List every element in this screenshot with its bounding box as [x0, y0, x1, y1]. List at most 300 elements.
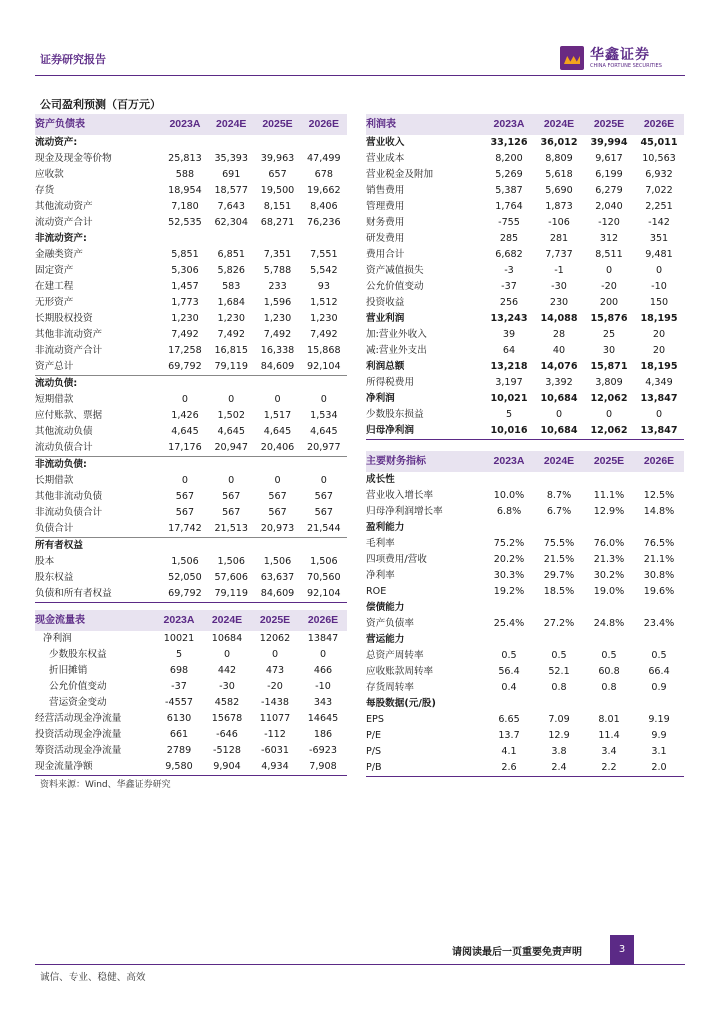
row-value: 18,954 — [168, 185, 202, 196]
row-value: 6,851 — [217, 249, 245, 260]
table-title: 主要财务指标 — [366, 451, 484, 472]
row-value: 18,577 — [214, 185, 249, 196]
row-value — [301, 135, 347, 151]
row-value: 567 — [222, 507, 241, 518]
row-value: 661 — [169, 729, 189, 740]
table-row — [366, 215, 684, 231]
row-value: 57,606 — [214, 572, 249, 583]
row-value: 13,847 — [634, 423, 684, 440]
row-label: 固定资产 — [35, 265, 74, 276]
row-value: 13847 — [307, 633, 339, 644]
table-row — [366, 744, 684, 760]
row-label: 财务费用 — [366, 217, 405, 228]
table-title: 现金流量表 — [35, 610, 155, 631]
table-row — [366, 600, 684, 616]
row-value: 47,499 — [307, 153, 341, 164]
row-value: 0.5 — [551, 650, 567, 661]
table-row — [35, 505, 347, 521]
row-label: 负债合计 — [35, 523, 74, 534]
table-row — [35, 263, 347, 279]
row-label: 净利率 — [366, 570, 395, 581]
company-logo — [560, 44, 682, 74]
row-value: 2789 — [166, 745, 192, 756]
row-value: 9,481 — [645, 249, 673, 260]
row-label: 流动资产: — [35, 137, 78, 148]
row-label: 应收账款周转率 — [366, 666, 434, 677]
row-label: 无形资产 — [35, 297, 74, 308]
row-value: 12,062 — [584, 423, 634, 440]
row-value: 75.5% — [543, 538, 575, 549]
table-header-row — [35, 114, 347, 135]
row-value: 0 — [181, 394, 188, 405]
row-value: 8,511 — [595, 249, 623, 260]
table-row — [35, 376, 347, 393]
row-value: 0 — [605, 265, 613, 276]
row-value: 4,645 — [310, 426, 338, 437]
table-row — [35, 586, 347, 603]
row-value: 16,815 — [214, 345, 249, 356]
row-value: 20,977 — [307, 442, 341, 453]
row-value: 29.7% — [543, 570, 575, 581]
row-value: 6.65 — [498, 714, 520, 725]
row-label: 净利润 — [43, 633, 72, 644]
row-value: -646 — [216, 729, 238, 740]
row-value: 28 — [552, 329, 566, 340]
table-row — [35, 743, 347, 759]
row-value: 20 — [652, 329, 666, 340]
row-value: 678 — [314, 169, 333, 180]
row-value: 52.1 — [548, 666, 570, 677]
row-value: 30.3% — [493, 570, 525, 581]
year-header: 2025E — [584, 451, 634, 472]
row-value: 17,742 — [168, 523, 202, 534]
row-value: 27.2% — [543, 618, 575, 629]
table-row — [35, 424, 347, 440]
row-value — [162, 231, 208, 247]
year-header: 2026E — [301, 114, 347, 135]
year-header: 2023A — [484, 114, 534, 135]
row-label: 管理费用 — [366, 201, 405, 212]
row-value: 20.2% — [493, 554, 525, 565]
row-label: 盈利能力 — [366, 522, 405, 533]
row-value: 1,684 — [217, 297, 245, 308]
row-value: 8,809 — [545, 153, 573, 164]
row-value: 17,176 — [168, 442, 202, 453]
row-value: 567 — [175, 507, 195, 518]
row-value: 76.5% — [643, 538, 675, 549]
row-value: 21.5% — [543, 554, 575, 565]
table-row — [35, 727, 347, 743]
row-value: 39 — [502, 329, 516, 340]
row-label: 负债和所有者权益 — [35, 586, 162, 603]
row-value: 52,050 — [168, 572, 202, 583]
year-header: 2024E — [534, 114, 584, 135]
row-value: 69,792 — [162, 586, 208, 603]
row-value: 19,500 — [260, 185, 295, 196]
row-value: 0 — [274, 394, 281, 405]
row-value: 17,258 — [168, 345, 202, 356]
row-value: -5128 — [213, 745, 241, 756]
row-value: 4,934 — [251, 759, 299, 776]
row-value: -106 — [548, 217, 570, 228]
row-value: 466 — [313, 665, 333, 676]
row-value: -30 — [551, 281, 567, 292]
table-row — [366, 343, 684, 359]
year-header: 2026E — [634, 114, 684, 135]
row-value: 14,088 — [540, 313, 578, 324]
row-value: 1,506 — [263, 556, 292, 567]
row-value: -1 — [554, 265, 564, 276]
row-value: 10.0% — [493, 490, 525, 501]
row-value — [584, 520, 634, 536]
row-value: 285 — [499, 233, 519, 244]
table-row — [366, 552, 684, 568]
row-label: ROE — [366, 586, 387, 597]
table-row — [35, 759, 347, 776]
table-row — [366, 696, 684, 712]
row-value: 7,492 — [263, 329, 292, 340]
row-value: 25 — [602, 329, 616, 340]
row-label: 毛利率 — [366, 538, 395, 549]
table-row — [35, 392, 347, 408]
table-row — [366, 167, 684, 183]
row-value: 1,230 — [171, 313, 199, 324]
table-row — [366, 391, 684, 407]
row-value: 0.8 — [551, 682, 567, 693]
row-value — [484, 632, 534, 648]
row-value: 0 — [181, 475, 188, 486]
row-value: -755 — [498, 217, 520, 228]
row-value: -120 — [598, 217, 620, 228]
year-header: 2023A — [162, 114, 208, 135]
row-value: 1,230 — [310, 313, 338, 324]
row-label: 加:营业外收入 — [366, 329, 427, 340]
row-value: 14.8% — [643, 506, 675, 517]
row-value — [208, 457, 254, 474]
year-header: 2026E — [634, 451, 684, 472]
row-value: 13.7 — [498, 730, 520, 741]
row-value: 567 — [222, 491, 241, 502]
table-row — [35, 631, 347, 647]
row-value: -1438 — [261, 697, 289, 708]
row-value: 351 — [649, 233, 669, 244]
table-row — [35, 247, 347, 263]
row-value: 18.5% — [543, 586, 575, 597]
row-value: 14645 — [307, 713, 339, 724]
row-value: 3.1 — [651, 746, 667, 757]
table-row — [366, 151, 684, 167]
row-value: 5,542 — [310, 265, 338, 276]
table-row — [366, 504, 684, 520]
table-row — [35, 279, 347, 295]
row-value: 11.4 — [598, 730, 620, 741]
table-row — [366, 263, 684, 279]
row-value: 8,151 — [263, 201, 292, 212]
table-row — [35, 473, 347, 489]
row-value: 25,813 — [168, 153, 202, 164]
row-value: 2.6 — [484, 760, 534, 777]
row-label: P/S — [366, 746, 382, 757]
row-value: 19,662 — [307, 185, 341, 196]
row-value: 186 — [313, 729, 333, 740]
row-label: 其他流动资产 — [35, 201, 93, 212]
table-row — [366, 584, 684, 600]
table-row — [35, 457, 347, 474]
year-header: 2025E — [251, 610, 299, 631]
row-label: 其他流动负债 — [35, 426, 93, 437]
table-row — [366, 536, 684, 552]
row-label: 现金流量净额 — [35, 759, 155, 776]
row-value: 230 — [549, 297, 569, 308]
key-ratios-table — [366, 451, 684, 777]
row-value — [208, 376, 254, 393]
row-value — [584, 632, 634, 648]
row-value — [634, 632, 684, 648]
row-value — [208, 538, 254, 555]
row-value: 20 — [652, 345, 666, 356]
table-row — [35, 295, 347, 311]
row-label: 股本 — [35, 556, 55, 567]
row-value: 0.5 — [501, 650, 517, 661]
row-value — [254, 135, 300, 151]
row-value: 18,195 — [640, 361, 678, 372]
row-value: 4,645 — [263, 426, 292, 437]
row-value: 5,618 — [545, 169, 573, 180]
table-row — [366, 375, 684, 391]
row-value: 343 — [313, 697, 333, 708]
row-value: -3 — [504, 265, 514, 276]
year-header: 2025E — [584, 114, 634, 135]
table-row — [366, 520, 684, 536]
row-value: 256 — [499, 297, 519, 308]
row-value: 35,393 — [214, 153, 249, 164]
table-row — [35, 231, 347, 247]
table-row — [35, 440, 347, 457]
row-value: 657 — [268, 169, 287, 180]
row-label: 偿债能力 — [366, 602, 405, 613]
row-label: 在建工程 — [35, 281, 74, 292]
row-value: 6130 — [166, 713, 192, 724]
row-label: 资产负债率 — [366, 618, 414, 629]
row-value: 3,809 — [595, 377, 623, 388]
table-row — [366, 327, 684, 343]
row-label: 投资活动现金净流量 — [35, 729, 122, 740]
row-label: 股东权益 — [35, 572, 74, 583]
row-label: 净利润 — [366, 393, 395, 404]
row-label: 营业利润 — [366, 313, 405, 324]
row-value: -10 — [315, 681, 331, 692]
row-value: 1,230 — [217, 313, 245, 324]
row-value: 5 — [505, 409, 513, 420]
table-header-row — [366, 114, 684, 135]
row-value: 473 — [265, 665, 285, 676]
row-value: 68,271 — [260, 217, 295, 228]
row-value: 40 — [552, 345, 566, 356]
table-row — [366, 664, 684, 680]
row-value: 6.8% — [496, 506, 522, 517]
row-value: 0 — [655, 409, 663, 420]
row-value: 12.5% — [643, 490, 675, 501]
row-value: 10684 — [211, 633, 243, 644]
table-row — [35, 538, 347, 555]
row-label: 短期借款 — [35, 394, 74, 405]
row-value: 79,119 — [214, 361, 249, 372]
table-row — [35, 711, 347, 727]
row-label: 存货 — [35, 185, 55, 196]
row-value: 21.3% — [593, 554, 625, 565]
row-label: 研发费用 — [366, 233, 405, 244]
row-value: 92,104 — [301, 586, 347, 603]
row-value: 233 — [268, 281, 287, 292]
row-value: 12,062 — [590, 393, 628, 404]
row-value: 76.0% — [593, 538, 625, 549]
table-row — [35, 679, 347, 695]
row-value: 76,236 — [307, 217, 341, 228]
row-value — [534, 632, 584, 648]
table-row — [366, 632, 684, 648]
row-label: P/B — [366, 760, 484, 777]
row-value: 1,873 — [545, 201, 573, 212]
row-value: 84,609 — [254, 586, 300, 603]
source-note: 资料来源：Wind、华鑫证券研究 — [40, 780, 171, 790]
row-value — [162, 376, 208, 393]
row-value: 9,904 — [203, 759, 251, 776]
header-divider — [35, 75, 685, 76]
table-header-row — [366, 451, 684, 472]
row-label: 流动资产合计 — [35, 217, 93, 228]
row-value: 9,580 — [155, 759, 203, 776]
row-value: 9.19 — [648, 714, 670, 725]
table-row — [366, 359, 684, 375]
row-value: 39,994 — [590, 137, 628, 148]
row-value: -142 — [648, 217, 670, 228]
row-value: 15678 — [211, 713, 243, 724]
row-value: 21,513 — [214, 523, 249, 534]
year-header: 2025E — [254, 114, 300, 135]
row-label: 成长性 — [366, 474, 395, 485]
row-value: 19.6% — [643, 586, 675, 597]
row-value: 14,076 — [540, 361, 578, 372]
row-value: 1,230 — [263, 313, 292, 324]
row-value: 567 — [314, 507, 333, 518]
row-label: 利润总额 — [366, 361, 405, 372]
table-row — [366, 568, 684, 584]
row-value: -112 — [264, 729, 286, 740]
row-value: 20,947 — [214, 442, 249, 453]
row-value: 10,016 — [484, 423, 534, 440]
row-value: 0 — [320, 394, 327, 405]
row-value: 698 — [169, 665, 189, 676]
row-label: 资产减值损失 — [366, 265, 424, 276]
report-type-label: 证券研究报告 — [40, 53, 106, 66]
row-value — [634, 696, 684, 712]
row-value: 5,826 — [217, 265, 245, 276]
table-row — [366, 728, 684, 744]
table-row — [366, 183, 684, 199]
table-row — [35, 570, 347, 586]
row-value: 62,304 — [214, 217, 249, 228]
row-value: 56.4 — [498, 666, 520, 677]
table-row — [366, 407, 684, 423]
row-value: 3.8 — [551, 746, 567, 757]
row-value: 0 — [223, 649, 231, 660]
row-value: 5,690 — [545, 185, 573, 196]
table-title: 利润表 — [366, 114, 484, 135]
row-value: 19.0% — [593, 586, 625, 597]
row-value: 64 — [502, 345, 516, 356]
footer-divider — [35, 964, 685, 965]
year-header: 2023A — [484, 451, 534, 472]
row-value: 5 — [175, 649, 183, 660]
row-value — [208, 135, 254, 151]
row-value: 69,792 — [168, 361, 202, 372]
row-value: 10021 — [163, 633, 195, 644]
table-row — [35, 489, 347, 505]
row-value: 4,645 — [217, 426, 245, 437]
cash-flow-table — [35, 610, 347, 776]
row-label: 其他非流动负债 — [35, 491, 103, 502]
row-value — [254, 538, 300, 555]
row-value: 92,104 — [307, 361, 341, 372]
row-value: 3,197 — [495, 377, 523, 388]
table-row — [366, 231, 684, 247]
row-value: 93 — [317, 281, 330, 292]
row-label: 长期借款 — [35, 475, 74, 486]
row-value: 8.7% — [546, 490, 572, 501]
row-label: 折旧摊销 — [49, 665, 88, 676]
table-row — [35, 359, 347, 376]
row-label: 存货周转率 — [366, 682, 414, 693]
row-label: 归母净利润 — [366, 423, 484, 440]
disclaimer-notice: 请阅读最后一页重要免责声明 — [452, 947, 582, 958]
table-title: 资产负债表 — [35, 114, 162, 135]
row-value: 567 — [314, 491, 333, 502]
row-value: 21,544 — [307, 523, 341, 534]
year-header: 2024E — [534, 451, 584, 472]
row-value — [534, 520, 584, 536]
row-label: 营业成本 — [366, 153, 405, 164]
row-label: 经营活动现金净流量 — [35, 713, 122, 724]
row-value: 36,012 — [540, 137, 578, 148]
row-value: 24.8% — [593, 618, 625, 629]
row-value: 281 — [549, 233, 569, 244]
row-value — [534, 472, 584, 488]
row-value: 18,195 — [640, 313, 678, 324]
row-value: 0 — [320, 475, 327, 486]
income-statement-table — [366, 114, 684, 440]
table-row — [35, 521, 347, 538]
row-value: 1,517 — [263, 410, 292, 421]
row-value: 60.8 — [598, 666, 620, 677]
table-row — [366, 760, 684, 777]
row-value — [254, 376, 300, 393]
row-value: 7,492 — [310, 329, 338, 340]
row-value: 588 — [175, 169, 195, 180]
row-label: 少数股东损益 — [366, 409, 424, 420]
row-value: 7,643 — [217, 201, 245, 212]
row-value — [254, 231, 300, 247]
row-label: 归母净利润增长率 — [366, 506, 443, 517]
row-value: -20 — [601, 281, 617, 292]
row-value: 1,502 — [217, 410, 245, 421]
table-header-row — [35, 610, 347, 631]
row-value: 567 — [268, 507, 287, 518]
row-value: 2.4 — [534, 760, 584, 777]
row-value: 84,609 — [260, 361, 295, 372]
page-number: 3 — [610, 935, 634, 965]
table-row — [366, 488, 684, 504]
table-row — [35, 135, 347, 151]
